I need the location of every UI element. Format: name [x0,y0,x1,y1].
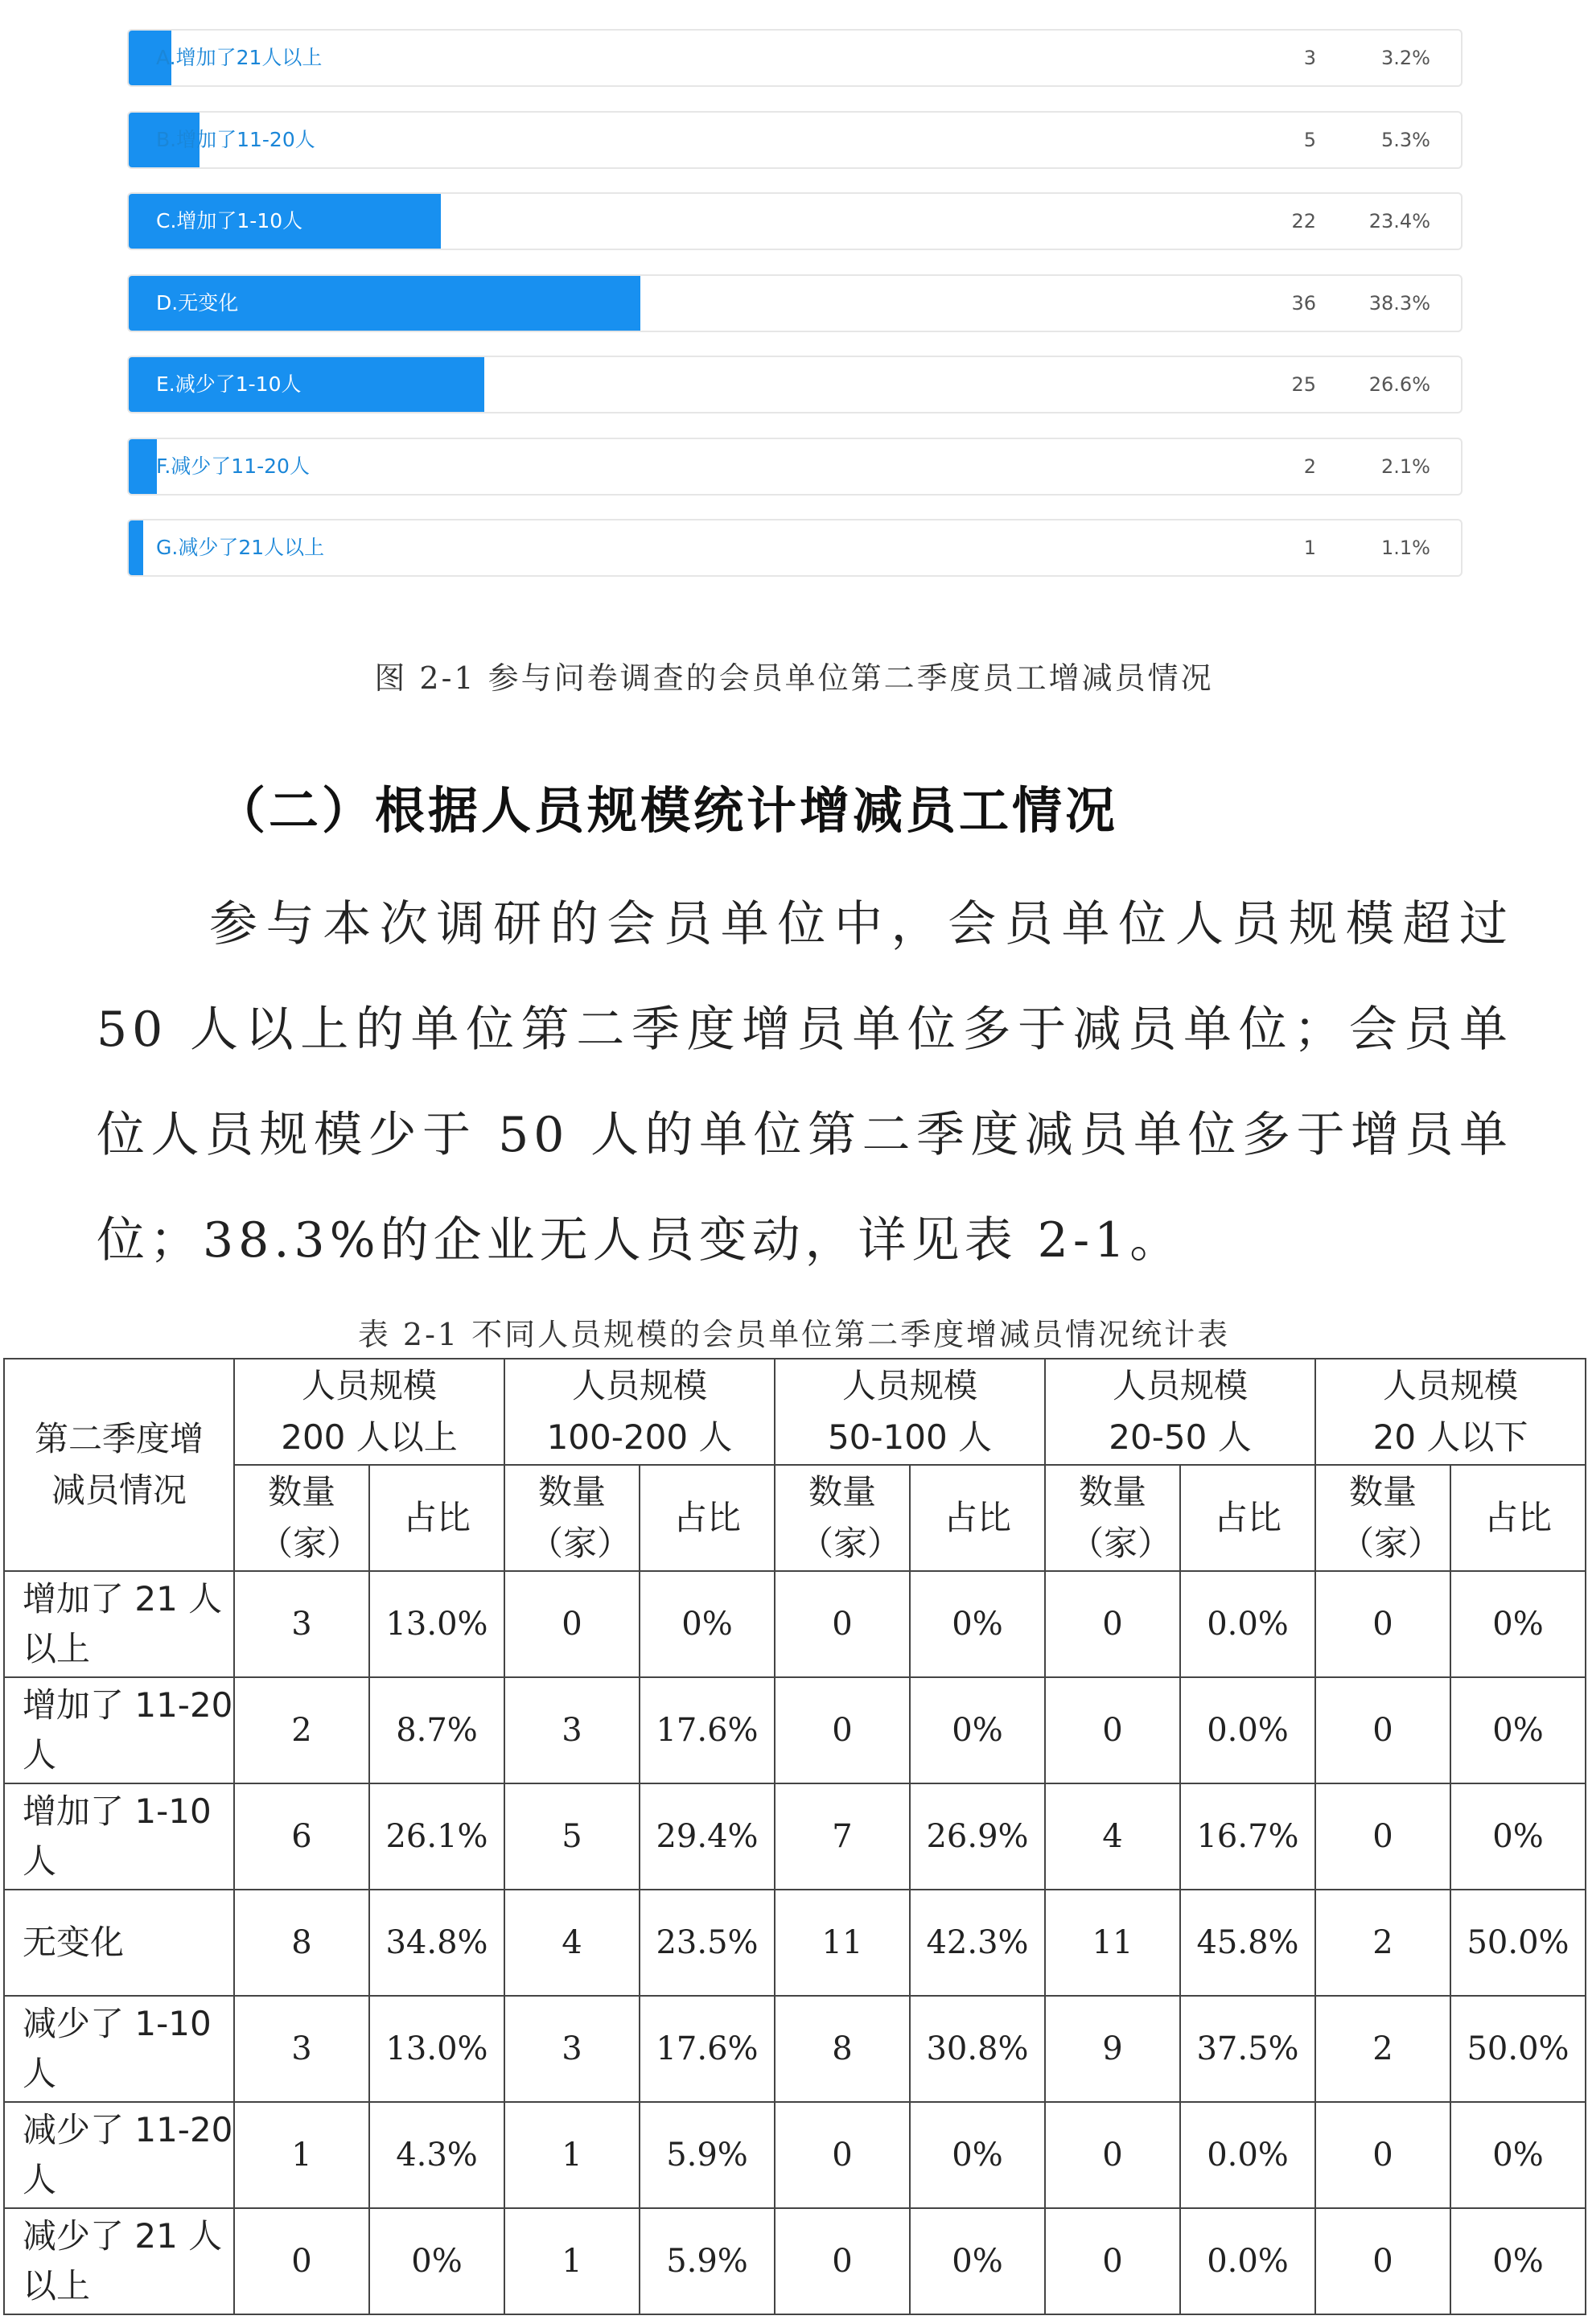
percent-cell: 50.0% [1450,1890,1586,1996]
percent-cell: 0% [1450,1677,1586,1783]
bar-label: E.减少了1-10人 [156,372,302,396]
percent-cell: 5.9% [640,2208,775,2314]
percent-cell: 23.5% [640,1890,775,1996]
body-paragraph: 参与本次调研的会员单位中，会员单位人员规模超过 50 人以上的单位第二季度增员单位多于减员单位；会员单位人员规模少于 50 人的单位第二季度减员单位多于增员单位；38.3%的企业无人员变动，详见表 2-1。 [97,896,1512,1269]
percent-cell: 4.3% [369,2102,504,2208]
percent-cell: 0% [1450,1571,1586,1677]
count-cell: 0 [775,1677,910,1783]
count-cell: 0 [1315,1783,1450,1890]
percent-cell: 0.0% [1180,2102,1315,2208]
bar-label: D.无变化 [156,291,239,315]
table-row [4,1677,1586,1783]
count-cell: 11 [1045,1890,1180,1996]
count-cell: 0 [1045,1571,1180,1677]
table-row [4,2102,1586,2208]
group-header [1315,1359,1586,1465]
row-label: 减少了 21 人以上 [4,2208,234,2314]
bar-count: 3 [1303,47,1316,69]
table-row [4,1890,1586,1996]
count-cell: 1 [504,2102,640,2208]
stats-table-wrapper [3,1358,1585,2315]
count-cell: 1 [234,2102,369,2208]
row-label: 增加了 21 人以上 [4,1571,234,1677]
percent-cell: 0% [910,1677,1045,1783]
percent-cell: 37.5% [1180,1996,1315,2102]
count-cell: 0 [1315,2208,1450,2314]
count-cell: 2 [1315,1996,1450,2102]
count-cell: 7 [775,1783,910,1890]
table-row [4,2208,1586,2314]
group-header-line2: 100-200 人 [546,1417,733,1457]
bar-count: 25 [1291,373,1316,396]
bar-count: 22 [1291,210,1316,232]
count-cell: 4 [504,1890,640,1996]
count-cell: 0 [1045,2208,1180,2314]
percent-cell: 0% [910,1571,1045,1677]
count-cell: 2 [1315,1890,1450,1996]
row-label: 减少了 11-20 人 [4,2102,234,2208]
percent-cell: 0% [1450,2208,1586,2314]
percent-cell: 0% [1450,2102,1586,2208]
count-cell: 2 [234,1677,369,1783]
count-cell: 0 [1045,2102,1180,2208]
count-cell: 0 [1315,1677,1450,1783]
percent-cell: 0% [910,2102,1045,2208]
group-header-line2: 200 人以上 [281,1417,458,1457]
percent-cell: 17.6% [640,1677,775,1783]
group-header-line2: 20 人以下 [1372,1417,1528,1457]
bar-count: 5 [1303,129,1316,151]
group-header [1045,1359,1315,1465]
bar-count: 1 [1303,537,1316,559]
sub-header-pct: 占比 [1450,1465,1586,1571]
sub-header-count: 数量（家） [504,1465,640,1571]
table-corner-header: 第二季度增减员情况 [4,1359,234,1571]
count-cell: 0 [234,2208,369,2314]
count-cell: 3 [504,1677,640,1783]
count-cell: 8 [775,1996,910,2102]
percent-cell: 29.4% [640,1783,775,1890]
row-label: 增加了 1-10 人 [4,1783,234,1890]
bar-percent: 2.1% [1381,455,1430,478]
bar-label: G.减少了21人以上 [156,536,325,559]
percent-cell: 13.0% [369,1571,504,1677]
percent-cell: 0% [369,2208,504,2314]
bar-row [127,29,1463,87]
percent-cell: 30.8% [910,1996,1045,2102]
count-cell: 0 [1315,1571,1450,1677]
percent-cell: 45.8% [1180,1890,1315,1996]
group-header-line1: 人员规模 [1112,1366,1248,1405]
count-cell: 0 [1045,1677,1180,1783]
bar-row [127,519,1463,577]
percent-cell: 50.0% [1450,1996,1586,2102]
table-row [4,1996,1586,2102]
row-label: 无变化 [4,1890,234,1996]
percent-cell: 0.0% [1180,1571,1315,1677]
count-cell: 0 [504,1571,640,1677]
count-cell: 4 [1045,1783,1180,1890]
percent-cell: 0.0% [1180,1677,1315,1783]
bar-row [127,438,1463,496]
bar-label: A.增加了21人以上 [156,46,323,69]
bar-count: 36 [1291,292,1316,315]
percent-cell: 0% [640,1571,775,1677]
bar [129,439,157,494]
group-header-line2: 50-100 人 [827,1417,993,1457]
stats-table [3,1358,1586,2315]
percent-cell: 0.0% [1180,2208,1315,2314]
bar-label: B.增加了11-20人 [156,128,315,151]
bar [129,520,143,575]
group-header-line2: 20-50 人 [1109,1417,1252,1457]
count-cell: 3 [234,1571,369,1677]
percent-cell: 17.6% [640,1996,775,2102]
bar-row [127,192,1463,250]
count-cell: 6 [234,1783,369,1890]
bar-percent: 26.6% [1368,373,1430,396]
count-cell: 0 [775,2208,910,2314]
figure-caption: 图 2-1 参与问卷调查的会员单位第二季度员工增减员情况 [374,660,1214,696]
percent-cell: 8.7% [369,1677,504,1783]
group-header [234,1359,504,1465]
count-cell: 1 [504,2208,640,2314]
group-header-line1: 人员规模 [1383,1366,1519,1405]
sub-header-count: 数量（家） [775,1465,910,1571]
count-cell: 0 [1315,2102,1450,2208]
sub-header-pct: 占比 [1180,1465,1315,1571]
group-header [504,1359,775,1465]
group-header-line1: 人员规模 [571,1366,707,1405]
bar-percent: 5.3% [1381,129,1430,151]
sub-header-count: 数量（家） [1315,1465,1450,1571]
percent-cell: 34.8% [369,1890,504,1996]
percent-cell: 26.1% [369,1783,504,1890]
percent-cell: 0% [1450,1783,1586,1890]
bar-label: C.增加了1-10人 [156,209,303,232]
percent-cell: 5.9% [640,2102,775,2208]
row-label: 增加了 11-20 人 [4,1677,234,1783]
bar-percent: 1.1% [1381,537,1430,559]
row-label: 减少了 1-10 人 [4,1996,234,2102]
bar-count: 2 [1303,455,1316,478]
bar-chart [127,29,1463,584]
sub-header-count: 数量（家） [1045,1465,1180,1571]
bar-row [127,111,1463,169]
section-heading: （二）根据人员规模统计增减员工情况 [216,781,1119,840]
count-cell: 0 [775,1571,910,1677]
group-header-line1: 人员规模 [301,1366,437,1405]
table-row [4,1783,1586,1890]
bar-row [127,356,1463,413]
table-body [4,1571,1586,2314]
bar-row [127,274,1463,332]
bar-percent: 38.3% [1368,292,1430,315]
count-cell: 3 [504,1996,640,2102]
count-cell: 3 [234,1996,369,2102]
percent-cell: 13.0% [369,1996,504,2102]
sub-header-pct: 占比 [910,1465,1045,1571]
bar-label: F.减少了11-20人 [156,455,310,478]
count-cell: 9 [1045,1996,1180,2102]
percent-cell: 26.9% [910,1783,1045,1890]
bar-percent: 23.4% [1368,210,1430,232]
count-cell: 11 [775,1890,910,1996]
sub-header-pct: 占比 [640,1465,775,1571]
table-row [4,1571,1586,1677]
percent-cell: 42.3% [910,1890,1045,1996]
count-cell: 5 [504,1783,640,1890]
sub-header-count: 数量（家） [234,1465,369,1571]
bar-percent: 3.2% [1381,47,1430,69]
percent-cell: 16.7% [1180,1783,1315,1890]
table-caption: 表 2-1 不同人员规模的会员单位第二季度增减员情况统计表 [357,1317,1231,1352]
sub-header-pct: 占比 [369,1465,504,1571]
percent-cell: 0% [910,2208,1045,2314]
group-header [775,1359,1045,1465]
group-header-line1: 人员规模 [841,1366,977,1405]
count-cell: 8 [234,1890,369,1996]
count-cell: 0 [775,2102,910,2208]
